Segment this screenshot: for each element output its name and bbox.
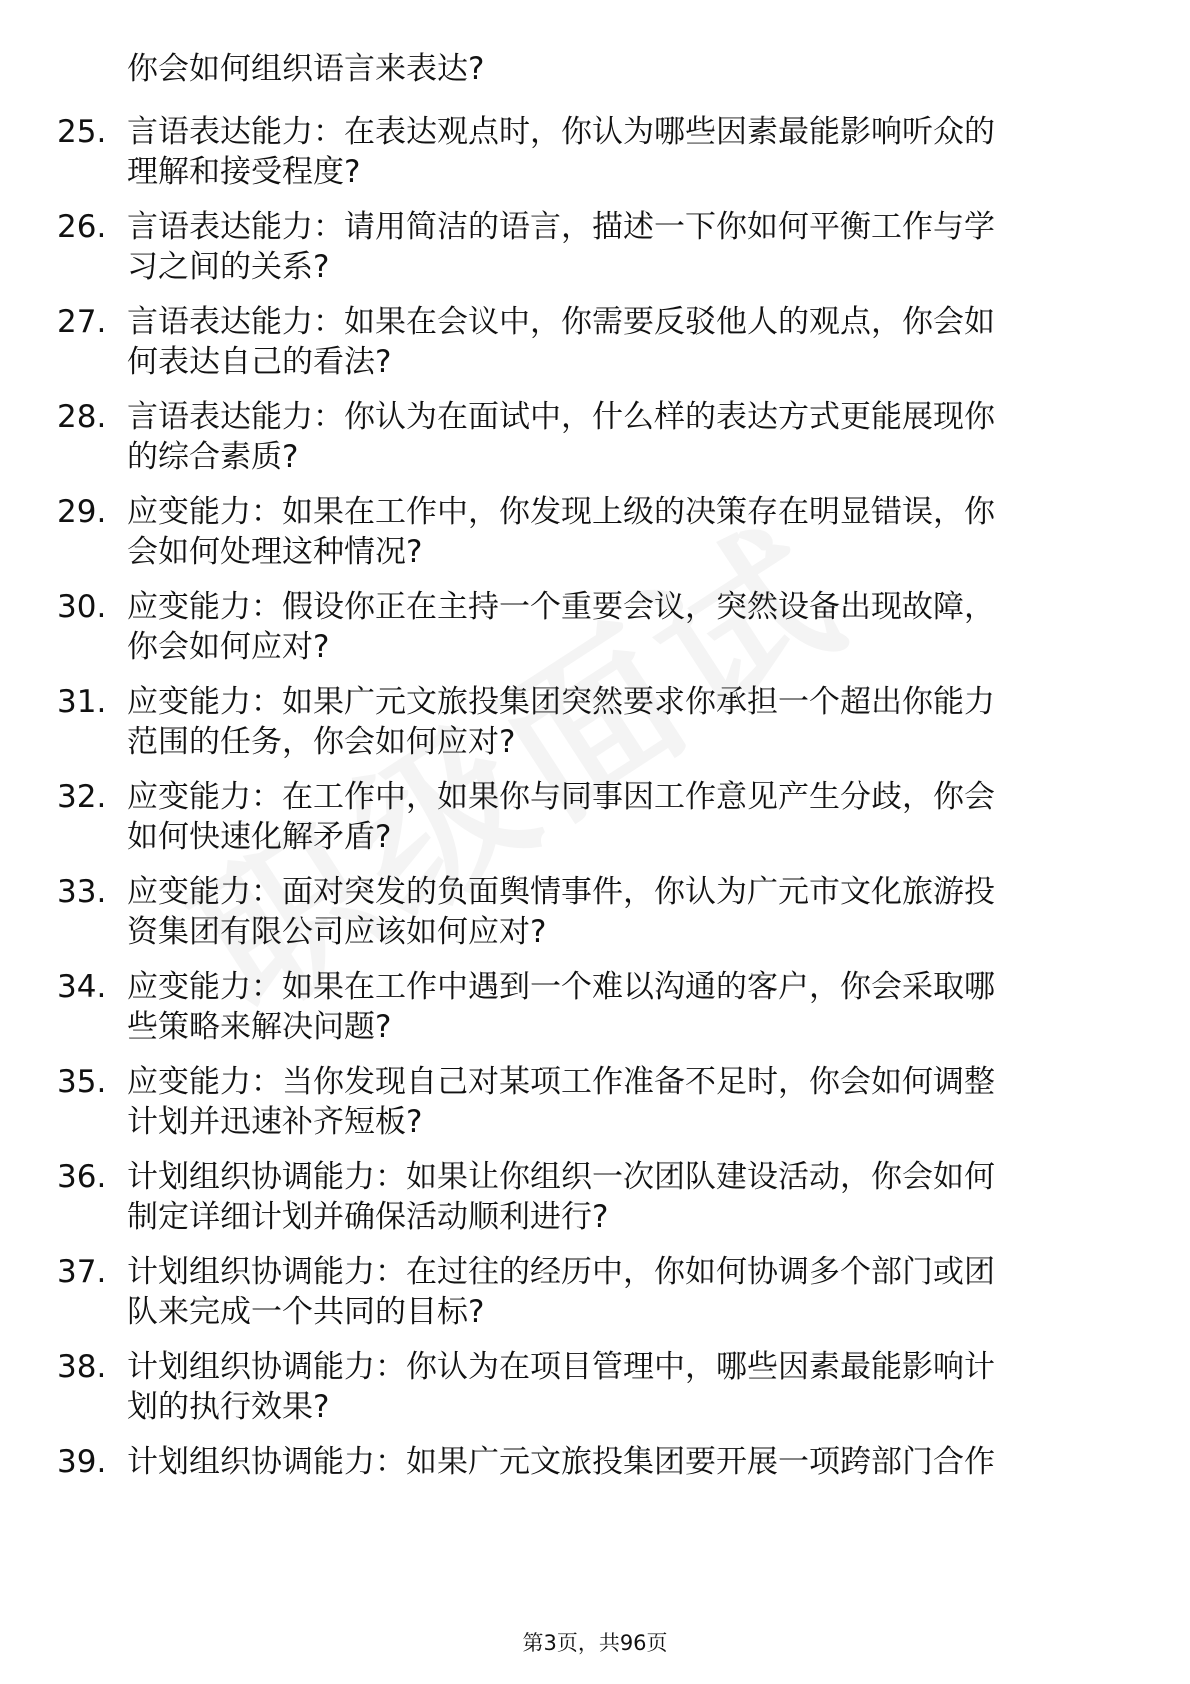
question-text: 计划组织协调能力：你认为在项目管理中，哪些因素最能影响计 划的执行效果? [127,1349,995,1425]
question-number: 30. [57,589,107,625]
question-text: 计划组织协调能力：如果让你组织一次团队建设活动，你会如何 制定详细计划并确保活动顺利进行? [127,1159,995,1235]
question-number: 25. [57,114,107,150]
question-number: 37. [57,1254,107,1290]
question-text: 言语表达能力：如果在会议中，你需要反驳他人的观点，你会如 何表达自己的看法? [127,304,995,380]
question-number: 28. [57,399,107,435]
question-number: 31. [57,684,107,720]
question-number: 39. [57,1444,107,1480]
question-text: 应变能力：面对突发的负面舆情事件，你认为广元市文化旅游投 资集团有限公司应该如何应对? [127,874,995,950]
question-text: 言语表达能力：请用简洁的语言，描述一下你如何平衡工作与学 习之间的关系? [127,209,995,285]
question-text: 应变能力：如果在工作中，你发现上级的决策存在明显错误，你 会如何处理这种情况? [127,494,995,570]
question-text: 计划组织协调能力：如果广元文旅投集团要开展一项跨部门合作 [127,1444,995,1480]
question-number: 35. [57,1064,107,1100]
question-number: 32. [57,779,107,815]
question-number: 33. [57,874,107,910]
page-footer: 第3页，共96页 [522,1631,668,1655]
question-number: 38. [57,1349,107,1385]
question-number: 27. [57,304,107,340]
question-text: 计划组织协调能力：在过往的经历中，你如何协调多个部门或团 队来完成一个共同的目标? [127,1254,995,1330]
question-text: 言语表达能力：你认为在面试中，什么样的表达方式更能展现你 的综合素质? [127,399,995,475]
question-text: 应变能力：如果广元文旅投集团突然要求你承担一个超出你能力 范围的任务，你会如何应对? [127,684,995,760]
question-text: 言语表达能力：在表达观点时，你认为哪些因素最能影响听众的 理解和接受程度? [127,114,995,190]
question-number: 29. [57,494,107,530]
question-text: 应变能力：当你发现自己对某项工作准备不足时，你会如何调整 计划并迅速补齐短板? [127,1064,995,1140]
continuation-text: 你会如何组织语言来表达? [127,51,485,87]
question-text: 应变能力：假设你正在主持一个重要会议，突然设备出现故障， 你会如何应对? [127,589,995,665]
question-text: 应变能力：如果在工作中遇到一个难以沟通的客户，你会采取哪 些策略来解决问题? [127,969,995,1045]
question-number: 26. [57,209,107,245]
question-text: 应变能力：在工作中，如果你与同事因工作意见产生分歧，你会 如何快速化解矛盾? [127,779,995,855]
question-number: 36. [57,1159,107,1195]
question-number: 34. [57,969,107,1005]
